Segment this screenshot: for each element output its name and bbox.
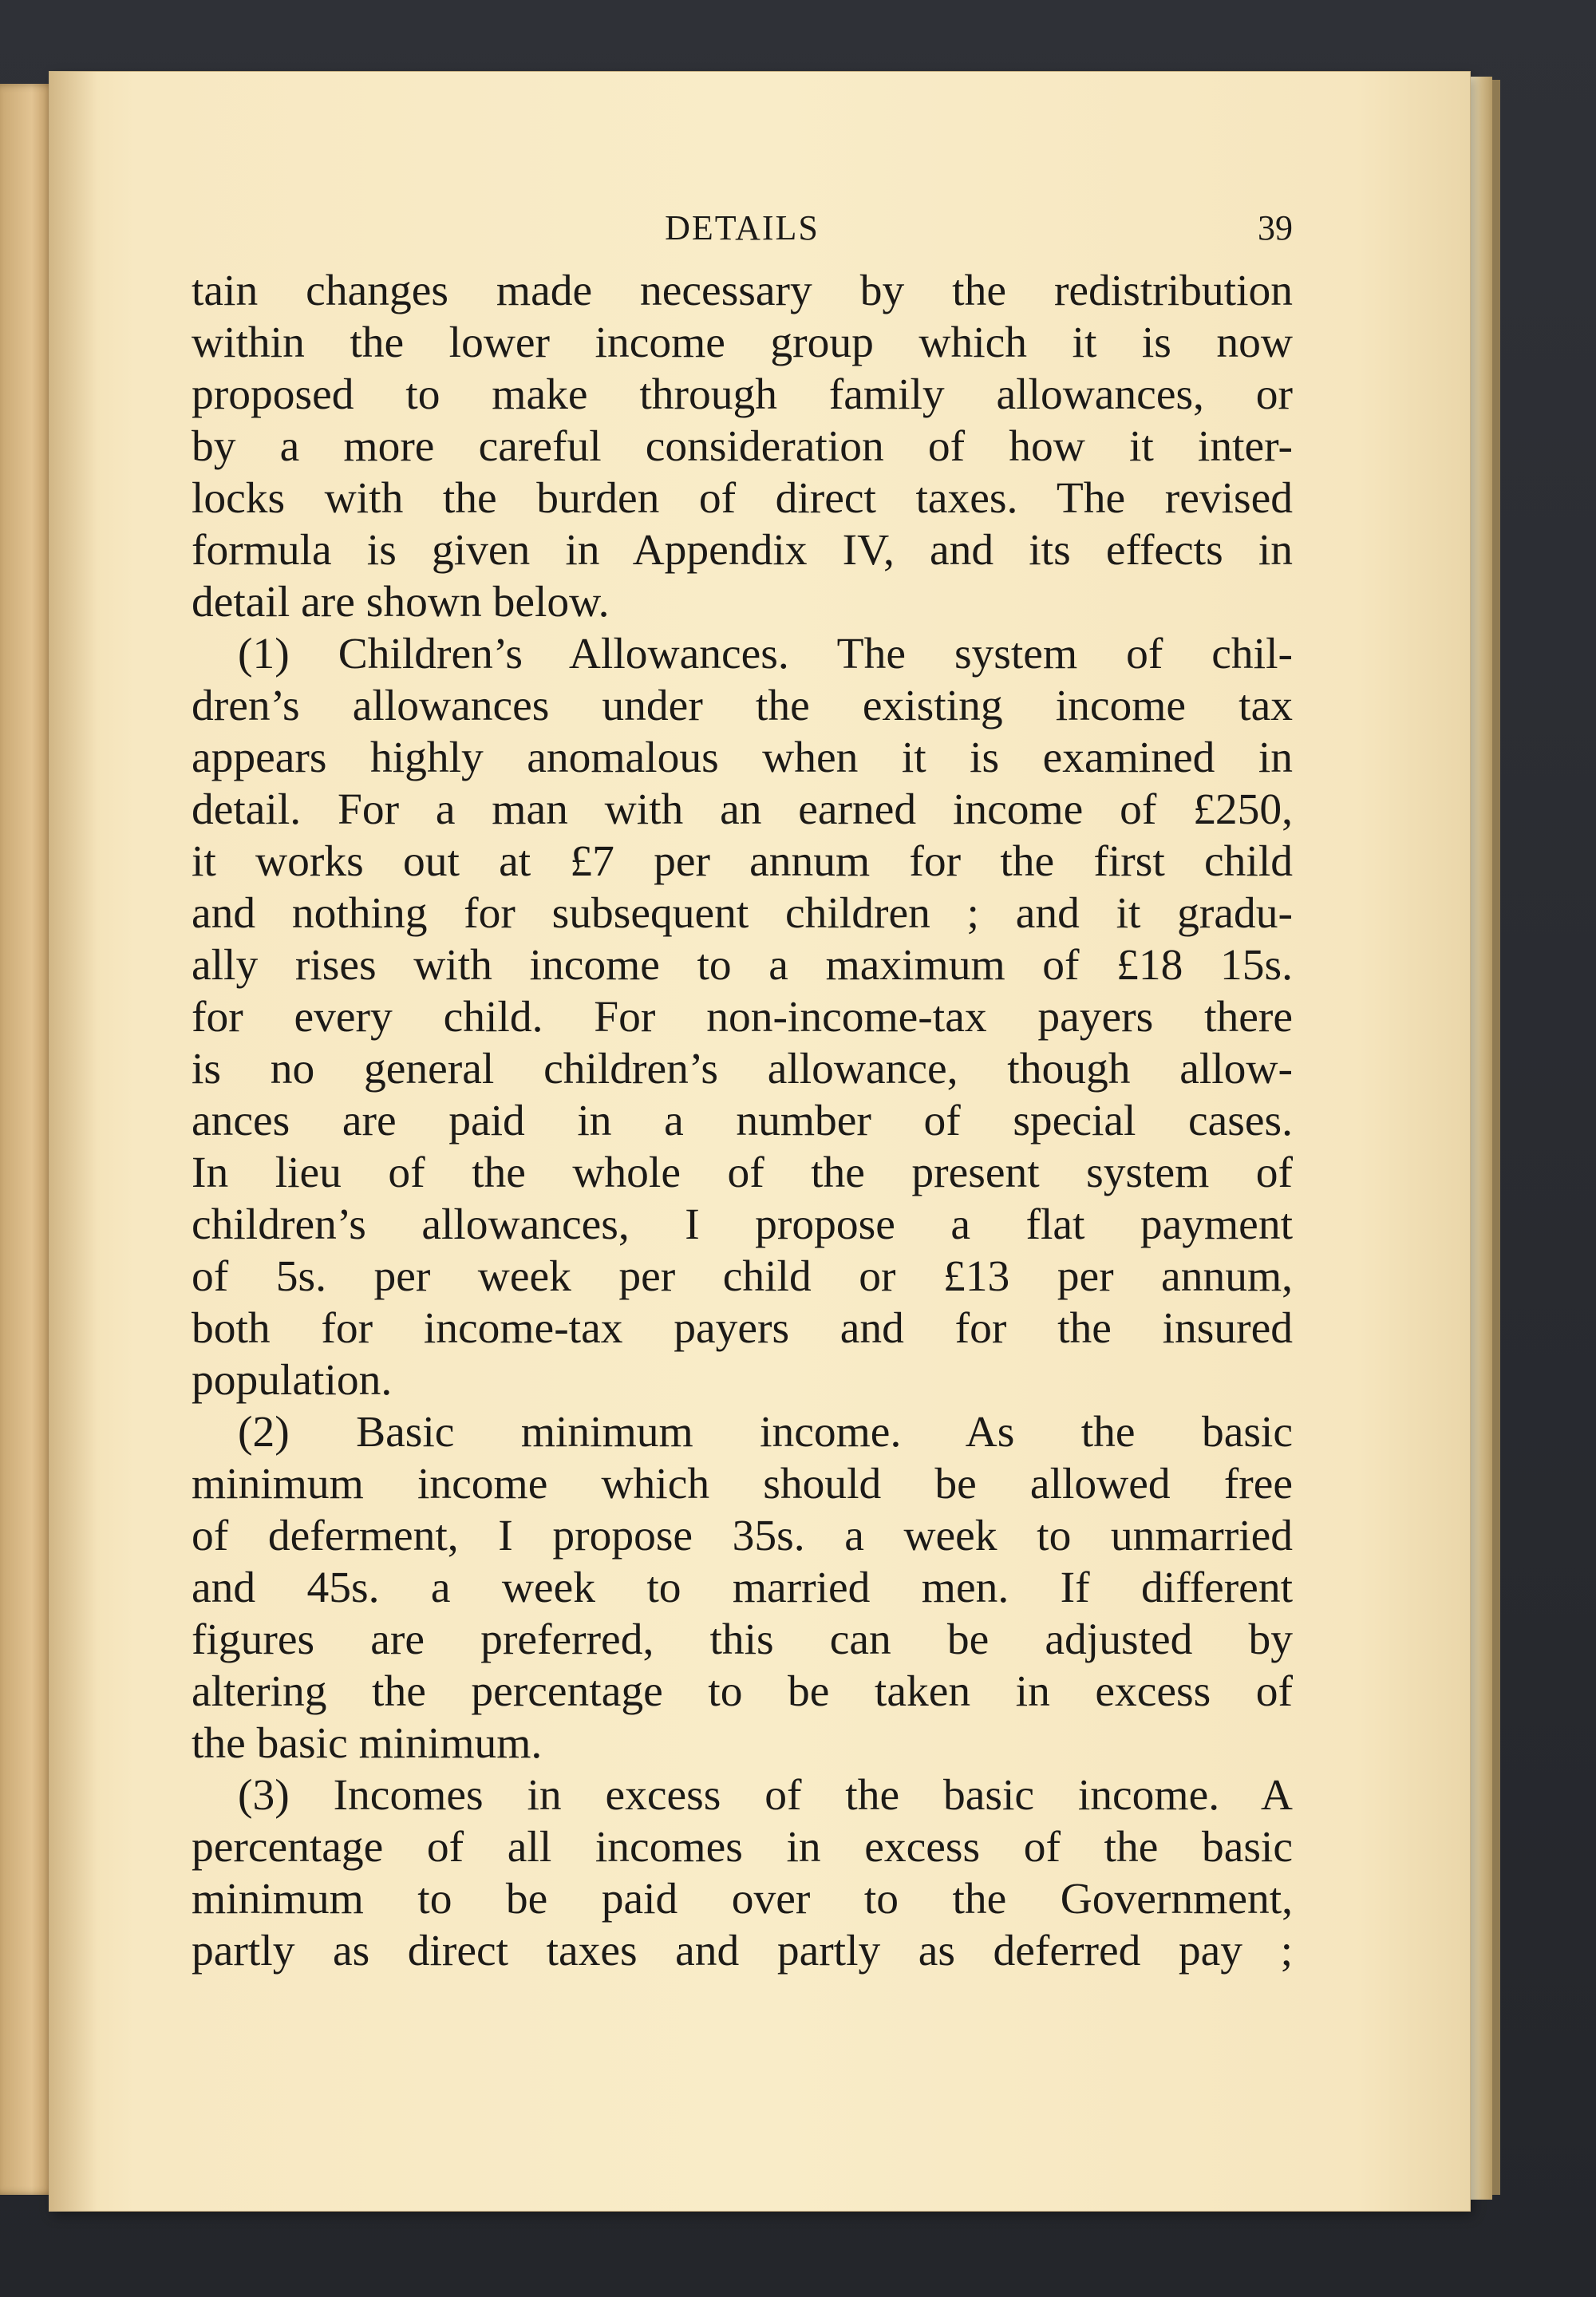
text-line: and 45s. a week to married men. If different (192, 1564, 1293, 1612)
running-head (192, 208, 1293, 263)
text-line: In lieu of the whole of the present system of (192, 1148, 1293, 1197)
running-title: DETAILS (665, 208, 820, 247)
paragraph-basic-minimum-income (192, 1406, 1293, 1769)
text-block (192, 208, 1293, 1977)
text-line: detail. For a man with an earned income of £250, (192, 785, 1293, 834)
text-line: minimum income which should be allowed free (192, 1460, 1293, 1508)
text-line: the basic minimum. (192, 1719, 543, 1768)
text-line: within the lower income group which it is now (192, 318, 1293, 367)
text-line: by a more careful consideration of how it inter- (192, 422, 1293, 471)
text-line: locks with the burden of direct taxes. The revised (192, 474, 1293, 523)
body-text (192, 265, 1293, 1977)
text-line: (2) Basic minimum income. As the basic (238, 1408, 1293, 1457)
page-number: 39 (1258, 208, 1293, 247)
text-line: detail are shown below. (192, 578, 610, 627)
paragraph-incomes-in-excess (192, 1769, 1293, 1977)
text-line: dren’s allowances under the existing income tax (192, 682, 1293, 730)
text-line: of 5s. per week per child or £13 per annum, (192, 1252, 1293, 1301)
page-stack-shadow (1492, 80, 1500, 2195)
book-page (49, 72, 1470, 2211)
text-line: (3) Incomes in excess of the basic income. A (238, 1771, 1293, 1820)
paragraph-childrens-allowances (192, 628, 1293, 1406)
text-line: altering the percentage to be taken in excess of (192, 1667, 1293, 1716)
text-line: it works out at £7 per annum for the first child (192, 837, 1293, 886)
text-line: ances are paid in a number of special cases. (192, 1097, 1293, 1145)
text-line: population. (192, 1356, 393, 1405)
text-line: (1) Children’s Allowances. The system of chil- (238, 630, 1293, 678)
text-line: proposed to make through family allowances, or (192, 370, 1293, 419)
gutter-shadow (49, 72, 97, 2211)
text-line: both for income-tax payers and for the insured (192, 1304, 1293, 1353)
text-line: of deferment, I propose 35s. a week to unmarried (192, 1512, 1293, 1560)
text-line: ally rises with income to a maximum of £18 15s. (192, 941, 1293, 990)
text-line: and nothing for subsequent children ; and it gradu- (192, 889, 1293, 938)
text-line: tain changes made necessary by the redistribution (192, 267, 1293, 315)
text-line: partly as direct taxes and partly as deferred pay ; (192, 1927, 1293, 1975)
paragraph-continuation (192, 265, 1293, 628)
text-line: appears highly anomalous when it is examined in (192, 733, 1293, 782)
text-line: minimum to be paid over to the Government, (192, 1875, 1293, 1923)
text-line: children’s allowances, I propose a flat payment (192, 1200, 1293, 1249)
text-line: is no general children’s allowance, though allow- (192, 1045, 1293, 1093)
text-line: figures are preferred, this can be adjusted by (192, 1615, 1293, 1664)
text-line: for every child. For non-income-tax payers there (192, 993, 1293, 1042)
text-line: formula is given in Appendix IV, and its effects in (192, 526, 1293, 575)
text-line: percentage of all incomes in excess of the basic (192, 1823, 1293, 1872)
